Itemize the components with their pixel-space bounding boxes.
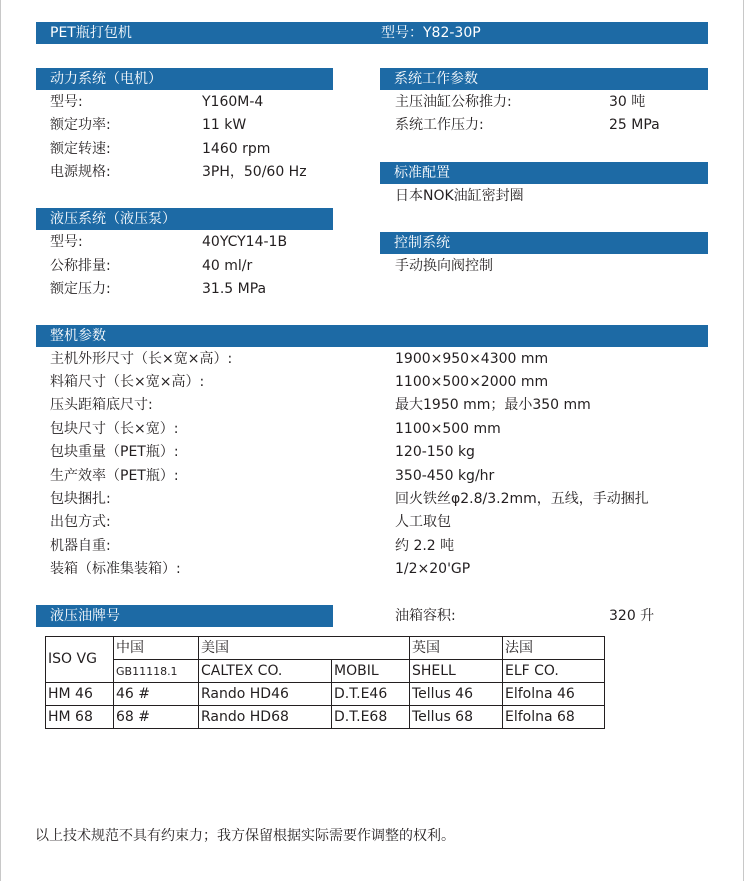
table-cell: Tellus 46 [410,683,503,706]
table-cell: Elfolna 68 [503,706,605,729]
table-row [46,706,605,729]
spec-value: 11 kW [202,117,247,133]
spec-value: 约 2.2 吨 [395,538,455,554]
table-row [46,660,605,683]
spec-value: 1900×950×4300 mm [395,351,549,367]
spec-label: 公称排量: [50,258,111,274]
brand-header: GB11118.1 [114,660,199,683]
spec-label: 额定转速: [50,141,111,157]
spec-row [50,114,247,137]
spec-label: 包块重量（PET瓶）: [50,444,179,460]
spec-value: 1100×500 mm [395,421,501,437]
spec-row [50,255,253,278]
country-header: 中国 [114,637,199,660]
oil-section-title: 液压油牌号 [36,605,333,627]
spec-value: Y160M-4 [202,94,264,110]
page-border-left [0,0,1,881]
spec-value: 31.5 MPa [202,281,267,297]
spec-value: 人工取包 [395,514,451,530]
model-label: 型号：Y82-30P [381,25,481,41]
spec-row [50,278,267,301]
spec-label: 出包方式: [50,514,111,530]
spec-label: 型号: [50,94,83,110]
spec-value: 40YCY14-1B [202,234,288,250]
table-row [46,637,605,660]
table-cell: Elfolna 46 [503,683,605,706]
spec-value: 1460 rpm [202,141,271,157]
spec-value: 3PH，50/60 Hz [202,164,307,180]
spec-value: 40 ml/r [202,258,253,274]
spec-row [50,371,549,394]
tank-value: 320 升 [609,608,655,624]
spec-label: 生产效率（PET瓶）: [50,468,179,484]
spec-row [50,465,495,488]
spec-value: 25 MPa [609,117,660,133]
power-section-title: 动力系统（电机） [36,68,333,90]
tank-volume-row [395,605,655,628]
machine-section-title: 整机参数 [36,325,708,347]
spec-row [50,558,471,581]
spec-row [50,441,475,464]
standard-section-title: 标准配置 [380,162,708,184]
table-cell: D.T.E46 [332,683,410,706]
spec-label: 包块尺寸（长×宽）: [50,421,179,437]
spec-row [395,114,660,137]
work-section-title: 系统工作参数 [380,68,708,90]
header-bar [36,22,708,44]
spec-row [395,91,646,114]
control-section-title: 控制系统 [380,232,708,254]
hydraulic-oil-table [45,636,605,729]
spec-label: 电源规格: [50,164,111,180]
spec-label: 系统工作压力: [395,117,484,133]
spec-row [50,394,591,417]
spec-value: 回火铁丝φ2.8/3.2mm，五线，手动捆扎 [395,491,649,507]
country-header: 美国 [199,637,410,660]
table-cell: HM 68 [46,706,114,729]
spec-label: 额定功率: [50,117,111,133]
table-cell: 46 # [114,683,199,706]
spec-label: 主压油缸公称推力: [395,94,512,110]
spec-row [50,418,501,441]
spec-row [50,138,271,161]
spec-value: 120-150 kg [395,444,475,460]
product-title: PET瓶打包机 [50,25,132,41]
table-cell: Rando HD68 [199,706,332,729]
spec-value: 1/2×20'GP [395,561,471,577]
standard-text: 日本NOK油缸密封圈 [395,188,524,204]
brand-header: MOBIL [332,660,410,683]
spec-label: 装箱（标准集装箱）: [50,561,181,577]
brand-header: CALTEX CO. [199,660,332,683]
spec-row [50,161,307,184]
spec-row [50,488,649,511]
table-cell: Rando HD46 [199,683,332,706]
table-cell: Tellus 68 [410,706,503,729]
spec-value: 1100×500×2000 mm [395,374,549,390]
disclaimer-note: 以上技术规范不具有约束力；我方保留根据实际需要作调整的权利。 [35,828,455,844]
iso-vg-header: ISO VG [46,637,114,683]
table-cell: D.T.E68 [332,706,410,729]
table-cell: 68 # [114,706,199,729]
spec-row [50,535,455,558]
table-row [46,683,605,706]
spec-value: 30 吨 [609,94,646,110]
spec-label: 额定压力: [50,281,111,297]
spec-label: 型号: [50,234,83,250]
table-cell: HM 46 [46,683,114,706]
spec-label: 主机外形尺寸（长×宽×高）: [50,351,233,367]
spec-label: 压头距箱底尺寸: [50,397,153,413]
country-header: 英国 [410,637,503,660]
brand-header: ELF CO. [503,660,605,683]
spec-value: 350-450 kg/hr [395,468,495,484]
control-text: 手动换向阀控制 [395,258,493,274]
spec-row [50,511,451,534]
country-header: 法国 [503,637,605,660]
brand-header: SHELL [410,660,503,683]
spec-row [50,91,264,114]
spec-value: 最大1950 mm；最小350 mm [395,397,591,413]
tank-label: 油箱容积: [395,608,456,624]
hydraulic-section-title: 液压系统（液压泵） [36,208,333,230]
spec-label: 料箱尺寸（长×宽×高）: [50,374,205,390]
spec-row [50,348,549,371]
spec-label: 机器自重: [50,538,111,554]
spec-label: 包块捆扎: [50,491,111,507]
spec-row [50,231,288,254]
